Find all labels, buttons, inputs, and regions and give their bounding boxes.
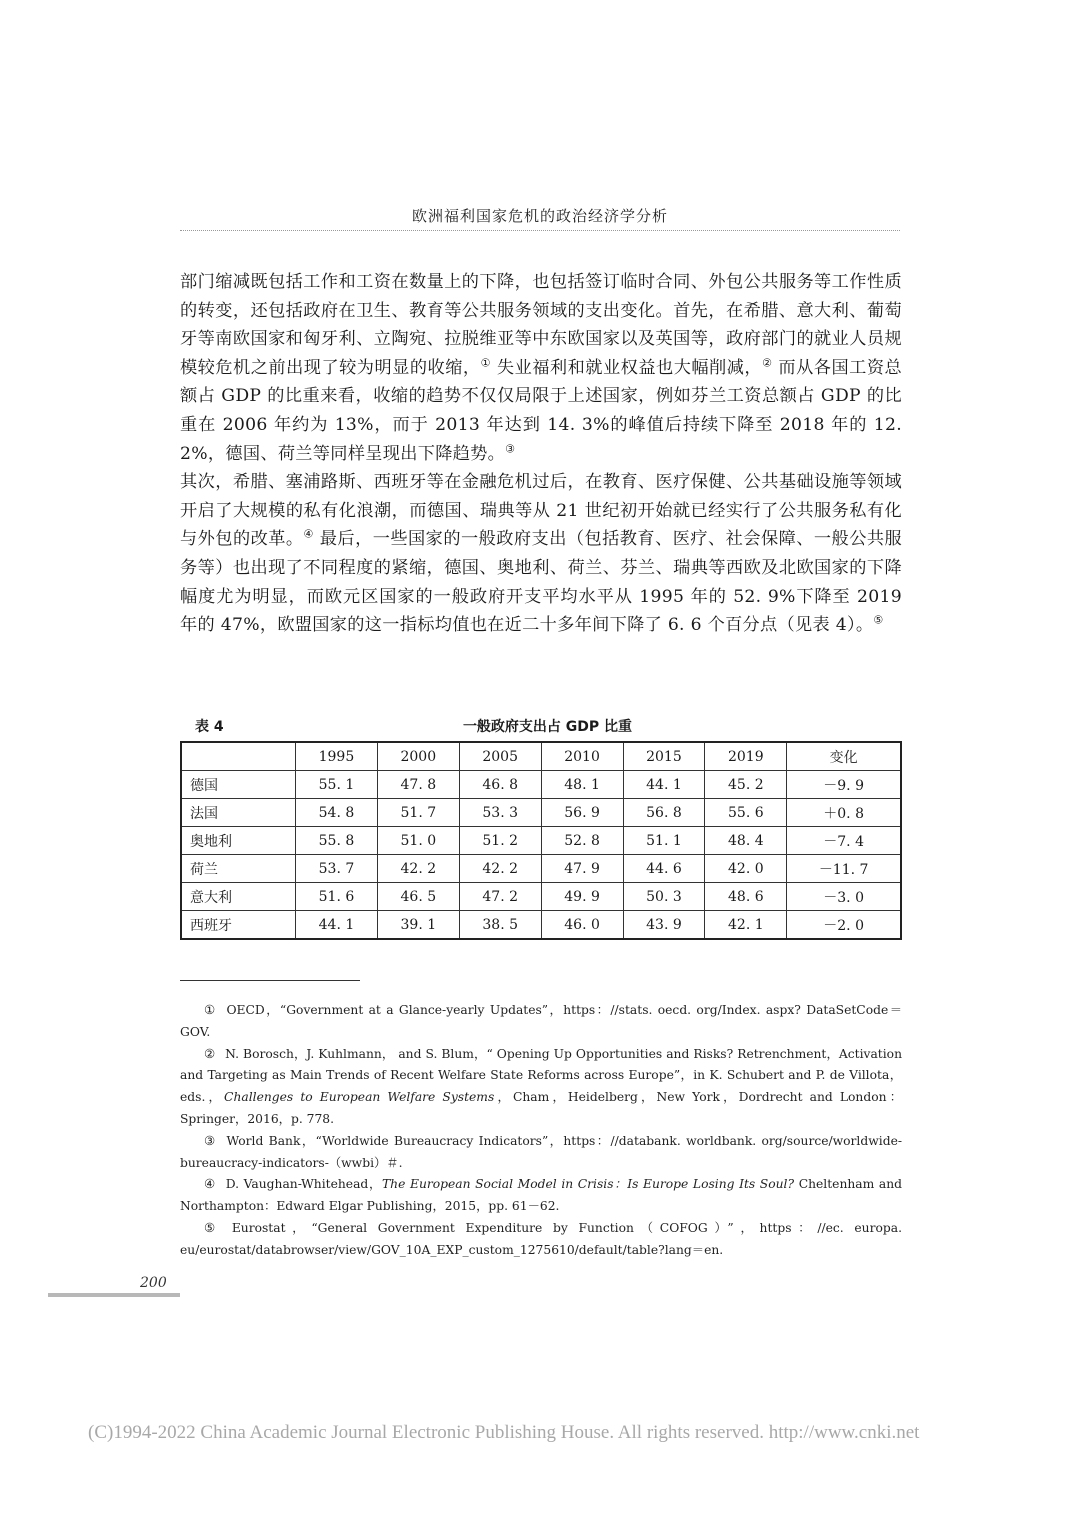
table-cell: 48. 6	[705, 883, 787, 911]
table-header-cell	[181, 742, 296, 771]
table-cell: 52. 8	[541, 827, 623, 855]
table-caption: 一般政府支出占 GDP 比重	[462, 719, 633, 735]
footnote-mark: ②	[204, 1046, 216, 1061]
table-header-cell: 2005	[459, 742, 541, 771]
table-cell: 55. 6	[705, 799, 787, 827]
table-cell: 46. 5	[377, 883, 459, 911]
table-row-header: 德国	[181, 771, 296, 799]
table-cell: 51. 1	[623, 827, 705, 855]
page-number: 200	[140, 1275, 167, 1291]
body-text-part-1: 部门缩减既包括工作和工资在数量上的下降，也包括签订临时合同、外包公共服务等工作性质的转变，还包括政府在卫生、教育等公共服务领域的支出变化。首先，在希腊、意大利、葡萄牙等南欧国家和匈牙利、立陶宛、拉脱维亚等中东欧国家以及英国等，政府部门的就业人员规模较危机之前出现了较为明显的收缩，	[180, 272, 902, 378]
table-cell: 44. 6	[623, 855, 705, 883]
table-cell: 44. 1	[296, 911, 378, 940]
table-cell: 47. 2	[459, 883, 541, 911]
table-row	[181, 799, 901, 827]
table-cell: 44. 1	[623, 771, 705, 799]
table-cell: 48. 1	[541, 771, 623, 799]
table-cell: 55. 1	[296, 771, 378, 799]
footnote-text: World Bank，“Worldwide Bureaucracy Indicators”，https：//databank. worldbank. org/source/worldwide-bureaucracy-indicators-（wwbi）＃.	[180, 1133, 902, 1170]
body-text-part-5: 最后，一些国家的一般政府支出（包括教育、医疗、社会保障、一般公共服务等）也出现了不同程度的紧缩，德国、奥地利、荷兰、芬兰、瑞典等西欧及北欧国家的下降幅度尤为明显，而欧元区国家的一般政府开支平均水平从 1995 年的 52. 9%下降至 2019 年的 47%，欧盟国家的这一指标均值也在近二十多年间下降了 6. 6 个百分点（见表 4）。	[180, 529, 902, 636]
table-row-header: 奥地利	[181, 827, 296, 855]
table-header-cell: 2010	[541, 742, 623, 771]
table-label: 表 4	[195, 719, 224, 735]
table-cell: 39. 1	[377, 911, 459, 940]
table-cell: 42. 2	[377, 855, 459, 883]
table-title-row	[195, 716, 900, 738]
footnote-3	[180, 1131, 902, 1175]
footnotes	[180, 1000, 902, 1262]
footnote-text: OECD，“Government at a Glance-yearly Updates”，https：//stats. oecd. org/Index. aspx? DataSetCode＝GOV.	[180, 1003, 902, 1039]
body-paragraph	[180, 268, 902, 640]
footnote-ref-2[interactable]: ②	[762, 356, 773, 370]
table-header-cell: 2019	[705, 742, 787, 771]
body-text-part-4: 其次，希腊、塞浦路斯、西班牙等在金融危机过后，在教育、医疗保健、公共基础设施等领域开启了大规模的私有化浪潮，而德国、瑞典等从 21 世纪初开始就已经实行了公共服务私有化与外包的改革。	[180, 472, 902, 550]
running-header: 欧洲福利国家危机的政治经济学分析	[411, 207, 668, 225]
footnote-ref-4[interactable]: ④	[303, 527, 314, 541]
table-row-header: 西班牙	[181, 911, 296, 940]
table-cell: 51. 0	[377, 827, 459, 855]
table-row-header: 法国	[181, 799, 296, 827]
table-cell: 49. 9	[541, 883, 623, 911]
table-cell: 47. 9	[541, 855, 623, 883]
table-cell: 48. 4	[705, 827, 787, 855]
footnote-ref-3[interactable]: ③	[505, 441, 516, 455]
table-cell: －11. 7	[787, 855, 901, 883]
table-cell: 50. 3	[623, 883, 705, 911]
table-cell: 56. 8	[623, 799, 705, 827]
header-divider	[180, 230, 900, 231]
footnote-4	[180, 1174, 902, 1218]
footnote-mark: ⑤	[204, 1220, 222, 1235]
table-cell: 54. 8	[296, 799, 378, 827]
table-cell: 42. 1	[705, 911, 787, 940]
table-cell: 55. 8	[296, 827, 378, 855]
table-cell: 43. 9	[623, 911, 705, 940]
table-cell: 45. 2	[705, 771, 787, 799]
table-header-row	[181, 742, 901, 771]
footnote-ref-1[interactable]: ①	[480, 356, 491, 370]
footnote-text-tail: ，Cham，Heidelberg，New York，Dordrecht and London：Springer，2016，p. 778.	[180, 1090, 903, 1126]
table-row-header: 荷兰	[181, 855, 296, 883]
footnote-text: D. Vaughan-Whitehead，	[225, 1177, 382, 1192]
footnote-2	[180, 1044, 902, 1131]
table-cell: 51. 6	[296, 883, 378, 911]
table-cell: －7. 4	[787, 827, 901, 855]
footnote-mark: ③	[204, 1133, 217, 1148]
table-row	[181, 771, 901, 799]
table-row	[181, 883, 901, 911]
table-cell: 46. 0	[541, 911, 623, 940]
table-cell: 38. 5	[459, 911, 541, 940]
footnote-text: N. Borosch，J. Kuhlmann， and S. Blum，“ Opening Up Opportunities and Risks? Retrenchment，Activation and Targeting as Main Trends of Recent Welfare State Reforms across Europe”，in K. Schubert and P. de Villota，eds.，	[180, 1046, 902, 1105]
table-cell: －3. 0	[787, 883, 901, 911]
table-header-cell: 1995	[296, 742, 378, 771]
table-cell: －9. 9	[787, 771, 901, 799]
footnote-text: Eurostat，“General Government Expenditure by Function（COFOG）”，https：//ec. europa. eu/eurostat/databrowser/view/GOV_10A_EXP_custom_1275610/default/table?lang＝en.	[180, 1220, 902, 1257]
footnote-text-tail: Cheltenham and Northampton：Edward Elgar Publishing，2015，pp. 61－62.	[180, 1177, 902, 1214]
table-cell: 51. 2	[459, 827, 541, 855]
footnote-mark: ①	[204, 1003, 217, 1017]
table-cell: 53. 7	[296, 855, 378, 883]
table-cell: 46. 8	[459, 771, 541, 799]
footnote-divider	[180, 980, 360, 981]
page-number-bar	[48, 1293, 180, 1297]
footnote-mark: ④	[204, 1177, 216, 1192]
footnote-ref-5[interactable]: ⑤	[873, 613, 884, 627]
table-cell: 51. 7	[377, 799, 459, 827]
body-text-part-3: 而从各国工资总额占 GDP 的比重来看，收缩的趋势不仅仅局限于上述国家，例如芬兰工资总额占 GDP 的比重在 2006 年约为 13%，而于 2013 年达到 14. 3%的峰值后持续下降至 2018 年的 12. 2%，德国、荷兰等同样呈现出下降趋势。	[180, 357, 902, 464]
table-cell: 53. 3	[459, 799, 541, 827]
table-header-cell: 2015	[623, 742, 705, 771]
table-row-header: 意大利	[181, 883, 296, 911]
footnote-italic: The European Social Model in Crisis：Is Europe Losing Its Soul?	[381, 1177, 795, 1192]
table-cell: 42. 2	[459, 855, 541, 883]
table-row	[181, 827, 901, 855]
table-header-cell: 变化	[787, 742, 901, 771]
table-cell: 47. 8	[377, 771, 459, 799]
table-cell: ＋0. 8	[787, 799, 901, 827]
footnote-5	[180, 1218, 902, 1262]
table-cell: －2. 0	[787, 911, 901, 940]
footnote-italic: Challenges to European Welfare Systems	[224, 1090, 495, 1105]
body-text-part-2: 失业福利和就业权益也大幅削减，	[490, 357, 763, 378]
table-row	[181, 855, 901, 883]
table-cell: 56. 9	[541, 799, 623, 827]
gdp-expenditure-table	[180, 741, 902, 940]
table-header-cell: 2000	[377, 742, 459, 771]
table-row	[181, 911, 901, 940]
table-cell: 42. 0	[705, 855, 787, 883]
footnote-1	[180, 1000, 902, 1044]
copyright-watermark: (C)1994-2022 China Academic Journal Electronic Publishing House. All rights reserved. http://www.cnki.net	[88, 1422, 920, 1443]
